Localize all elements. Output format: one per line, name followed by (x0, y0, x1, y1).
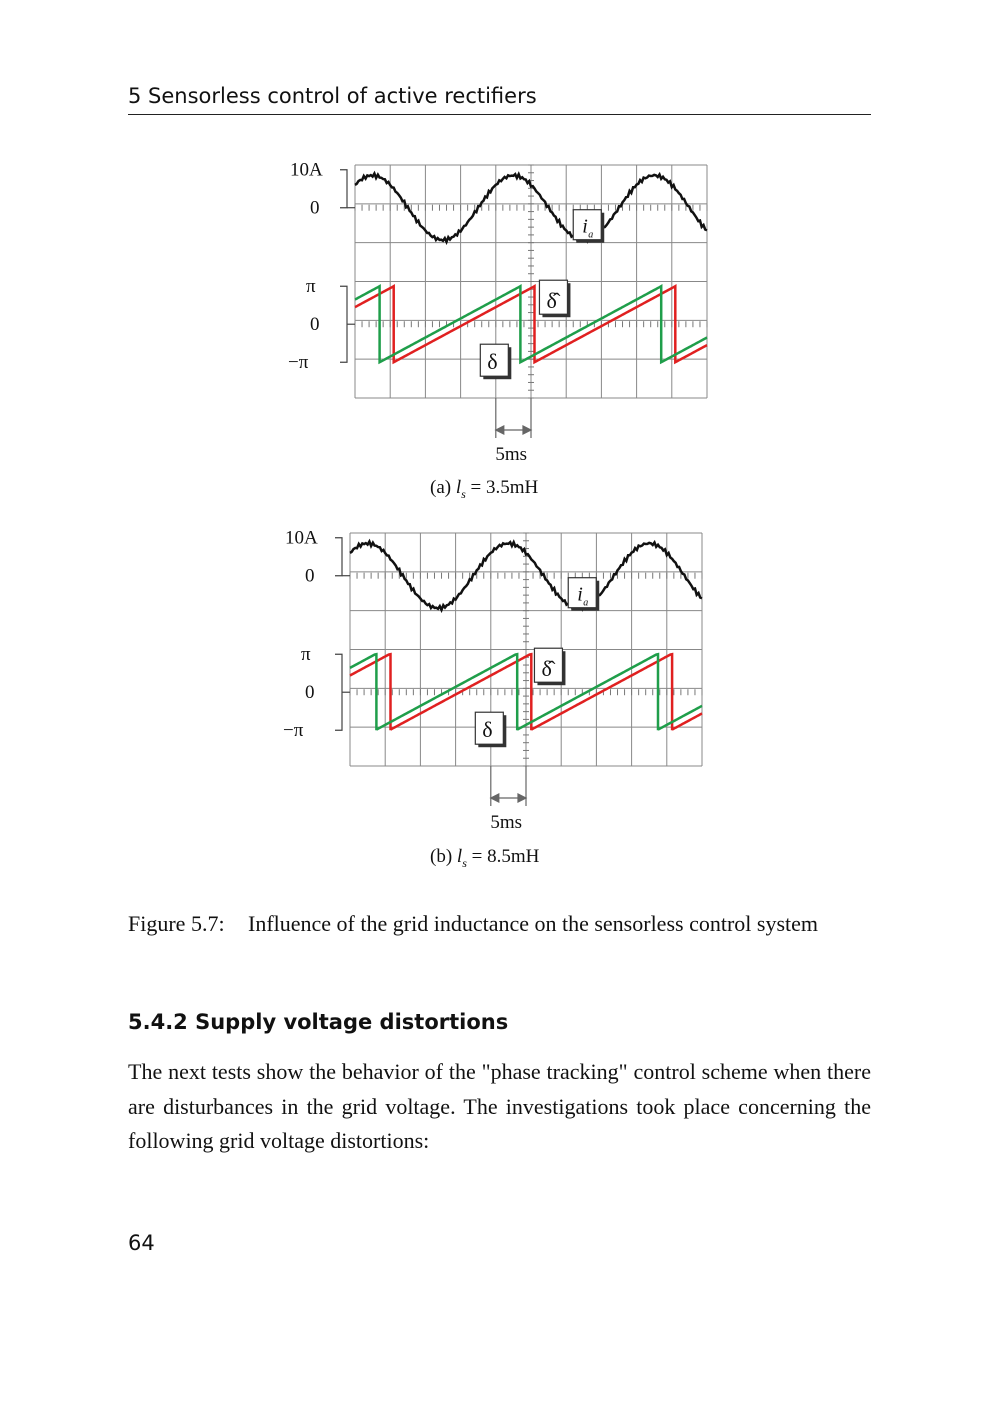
time-scale-marker (496, 398, 531, 438)
caption-subscript-a: s (461, 486, 466, 501)
label-delta-hat: δ̂ (541, 656, 552, 682)
angle-bracket (335, 654, 342, 730)
y-label-pi: π (301, 644, 311, 666)
caption-value-b: = 8.5mH (466, 846, 540, 867)
angle-bracket (340, 286, 347, 362)
y-label-angle-zero: 0 (310, 314, 320, 336)
current-bracket (335, 538, 342, 576)
y-label-10A: 10A (290, 159, 323, 181)
subfigure-caption-a (430, 477, 538, 502)
oscilloscope-figure-a (270, 150, 730, 470)
subfigure-caption-b (430, 846, 539, 871)
header-rule (128, 114, 871, 115)
caption-value-a: = 3.5mH (465, 477, 539, 498)
scale-brackets (340, 170, 355, 363)
label-ia-subscript: a (583, 597, 589, 609)
figure-caption-text: Influence of the grid inductance on the sensorless control system (248, 911, 819, 936)
body-paragraph: The next tests show the behavior of the "phase tracking" control scheme when there are disturbances in the grid voltage. The investigations took place concerning the following grid voltage distortions: (128, 1059, 871, 1153)
figure-caption-label: Figure 5.7: (128, 911, 225, 936)
label-ia-subscript: a (588, 229, 594, 241)
y-label-pi: π (306, 276, 316, 298)
running-header: 5 Sensorless control of active rectifiers (128, 84, 537, 108)
oscilloscope-svg-a (270, 150, 730, 470)
marker-arrow-left (491, 794, 499, 802)
current-bracket (340, 170, 347, 208)
label-delta-hat: δ̂ (546, 288, 557, 314)
time-scale-label: 5ms (495, 444, 528, 465)
label-ia: i (582, 215, 588, 238)
time-scale-marker (491, 766, 526, 806)
y-label-angle-zero: 0 (305, 682, 315, 704)
marker-arrow-right (523, 426, 531, 434)
time-scale-label: 5ms (490, 812, 523, 833)
y-label-current-zero: 0 (305, 565, 315, 587)
y-label-minus-pi: −π (283, 720, 304, 742)
subfigure-label-a: (a) (430, 477, 452, 498)
section-heading: 5.4.2 Supply voltage distortions (128, 1010, 509, 1034)
subfigure-label-b: (b) (430, 846, 453, 867)
caption-variable-a: l (455, 477, 462, 498)
label-ia: i (577, 583, 583, 606)
oscilloscope-svg-b (265, 518, 725, 838)
scale-brackets (335, 538, 350, 731)
y-label-minus-pi: −π (288, 352, 309, 374)
y-label-10A: 10A (285, 527, 318, 549)
caption-subscript-b: s (462, 855, 467, 870)
caption-variable-b: l (456, 846, 463, 867)
marker-arrow-left (496, 426, 504, 434)
y-label-current-zero: 0 (310, 197, 320, 219)
page-number: 64 (128, 1231, 155, 1255)
label-delta: δ (482, 717, 493, 743)
marker-arrow-right (518, 794, 526, 802)
oscilloscope-figure-b (265, 518, 725, 838)
label-delta: δ (487, 349, 498, 375)
